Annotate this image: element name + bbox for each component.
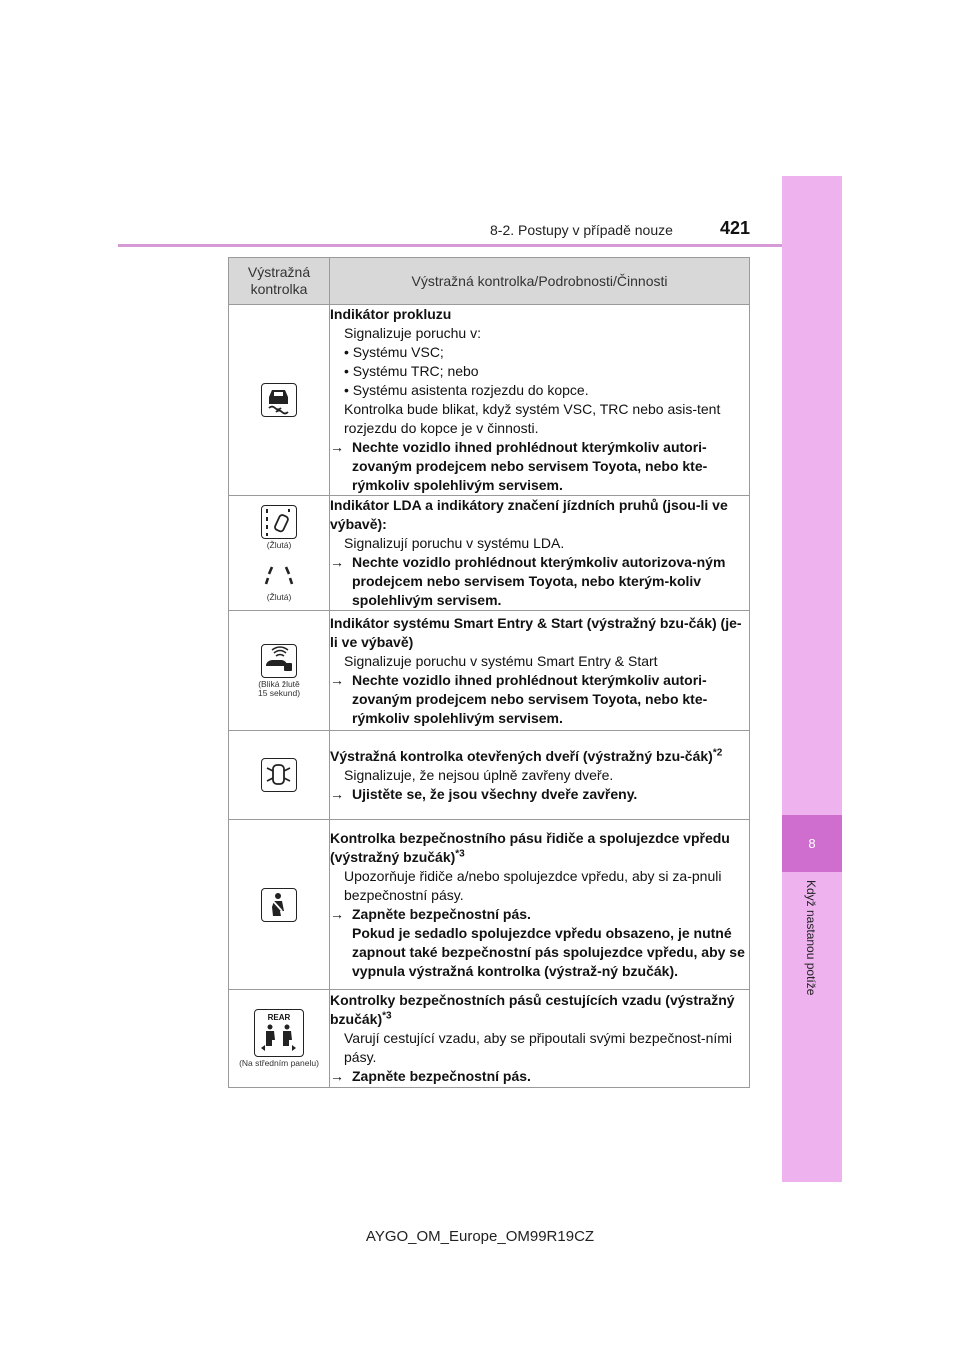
chapter-title: Když nastanou potíže [804, 880, 818, 996]
footnote-marker: *3 [455, 847, 465, 859]
row-title: Indikátor prokluzu [330, 306, 452, 322]
table-row: Výstražná kontrolka otevřených dveří (výstražný bzu-čák)$^{*2}$ Signalizuje, že nejsou úplně zavřeny dveře. → Ujistěte se, že jsou všechny dveře zavřeny. [229, 731, 750, 820]
rear-label: REAR [267, 1013, 291, 1022]
arrow-icon: → [330, 439, 344, 455]
table-row: REAR (Na středním panelu) Kontrolky bezpečnostních pásů cestujících vzadu (výstražný bzučák)$^{*3}$ Varují cestující vzadu, aby se připoutali svými bezpečnost-ními pásy. → Zapněte bezpečnostní pás. [229, 990, 750, 1088]
icon-caption-line2: 15 sekund) [257, 687, 301, 698]
chapter-number: 8 [782, 815, 842, 872]
rear-seatbelt-warning-icon [254, 1009, 304, 1057]
icon-caption: (Žlutá) [266, 539, 292, 550]
row-title: Výstražná kontrolka otevřených dveří (výstražný bzu-čák)$^{*2}$ [330, 746, 723, 764]
table-row: Kontrolka bezpečnostního pásu řidiče a spolujezdce vpředu (výstražný bzučák)$^{*3}$ Upozorňuje řidiče a/nebo spolujezdce vpředu, aby si za-pnuli bezpečnostní pásy. → Zapněte bezpečnostní pás. Pokud je sedadlo spolujezdce vpředu obsazeno, je nutné zapnout také bezpečnostní pás spolujezdce vpředu, aby se vypnula výstražná kontrolka (výstraž-ný bzučák). [229, 820, 750, 990]
arrow-icon: → [330, 1068, 344, 1084]
table-row: Indikátor prokluzu Signalizuje poruchu v: • Systému VSC; • Systému TRC; nebo • Systému asistenta rozjezdu do kopce. Kontrolka bude blikat, když systém VSC, TRC nebo asis-tent rozjezdu do kopce je v činnosti. → Nechte vozidlo ihned prohlédnout kterýmkoliv autori-zovaným prodejcem nebo servisem Toyota, nebo kte-rýmkoliv spolehlivým servisem. [229, 305, 750, 496]
document-code: AYGO_OM_Europe_OM99R19CZ [365, 1228, 595, 1245]
row-title: Indikátor systému Smart Entry & Start (výstražný bzu-čák) (je-li ve výbavě) [330, 614, 742, 650]
row-action: → Nechte vozidlo ihned prohlédnout kterýmkoliv autori-zovaným prodejcem nebo servisem Toyota, nebo kte-rýmkoliv spolehlivým servisem. [330, 671, 708, 726]
row-action: → Nechte vozidlo prohlédnout kterýmkoliv autorizova-ným prodejcem nebo servisem Toyota, nebo kterým-koliv spolehlivým servisem. [330, 554, 726, 608]
warning-light-table [228, 257, 750, 1088]
row-title: Kontrolka bezpečnostního pásu řidiče a spolujezdce vpředu (výstražný bzučák)$^{*3}$ [330, 829, 730, 865]
col-header-light: Výstražná kontrolka [229, 258, 330, 305]
footnote-marker: *2 [712, 746, 723, 758]
page-number: 421 [720, 218, 751, 238]
row-title: Indikátor LDA a indikátory značení jízdních pruhů (jsou-li ve výbavě): [330, 497, 728, 532]
row-action-extra: Pokud je sedadlo spolujezdce vpředu obsazeno, je nutné zapnout také bezpečnostní pás spolujezdce vpředu, aby se vypnula výstražná kontrolka (výstraž-ný bzučák). [352, 924, 745, 979]
lane-marking-indicator-icon [261, 557, 297, 591]
lda-indicator-icon [261, 505, 297, 539]
arrow-icon: → [330, 905, 344, 922]
smart-entry-indicator-icon [261, 644, 297, 678]
icon-caption: (Na středním panelu) [239, 1058, 319, 1068]
section-title: 8-2. Postupy v případě nouze [490, 222, 673, 238]
col-header-details: Výstražná kontrolka/Podrobnosti/Činnosti [330, 258, 750, 305]
footnote-marker: *3 [382, 1010, 392, 1022]
row-action: → Ujistěte se, že jsou všechny dveře zavřeny. [330, 785, 638, 802]
table-row: (Žlutá) (Žlutá) Indikátor LDA a indikátory značení jízdních pruhů (jsou-li ve výbavě): Signalizují poruchu v systému LDA. → Nechte vozidlo prohlédnout kterýmkoliv autorizova-ným prodejcem nebo servisem Toyota, nebo kterým-koliv spolehlivým servisem. [229, 496, 750, 611]
header-divider [118, 244, 782, 247]
arrow-icon: → [330, 671, 344, 688]
open-door-warning-icon [261, 758, 297, 792]
arrow-icon: → [330, 785, 344, 802]
row-action: → Zapněte bezpečnostní pás. [330, 1068, 531, 1084]
seatbelt-warning-icon [261, 888, 297, 922]
slip-indicator-icon [261, 383, 297, 417]
arrow-icon: → [330, 554, 344, 570]
table-header-row [229, 258, 750, 305]
row-title: Kontrolky bezpečnostních pásů cestujících vzadu (výstražný bzučák)$^{*3}$ [330, 992, 735, 1027]
icon-caption-line1: (Bliká žlutě [258, 678, 300, 689]
table-row: (Bliká žlutě 15 sekund) Indikátor systému Smart Entry & Start (výstražný bzu-čák) (je-li ve výbavě) Signalizuje poruchu v systému Smart Entry & Start → Nechte vozidlo ihned prohlédnout kterýmkoliv autori-zovaným prodejcem nebo servisem Toyota, nebo kte-rýmkoliv spolehlivým servisem. [229, 611, 750, 731]
row-action: → Zapněte bezpečnostní pás. [330, 905, 531, 922]
icon-caption: (Žlutá) [266, 591, 292, 602]
row-action: → Nechte vozidlo ihned prohlédnout kterýmkoliv autori-zovaným prodejcem nebo servisem Toyota, nebo kte-rýmkoliv spolehlivým servisem. [330, 439, 708, 493]
